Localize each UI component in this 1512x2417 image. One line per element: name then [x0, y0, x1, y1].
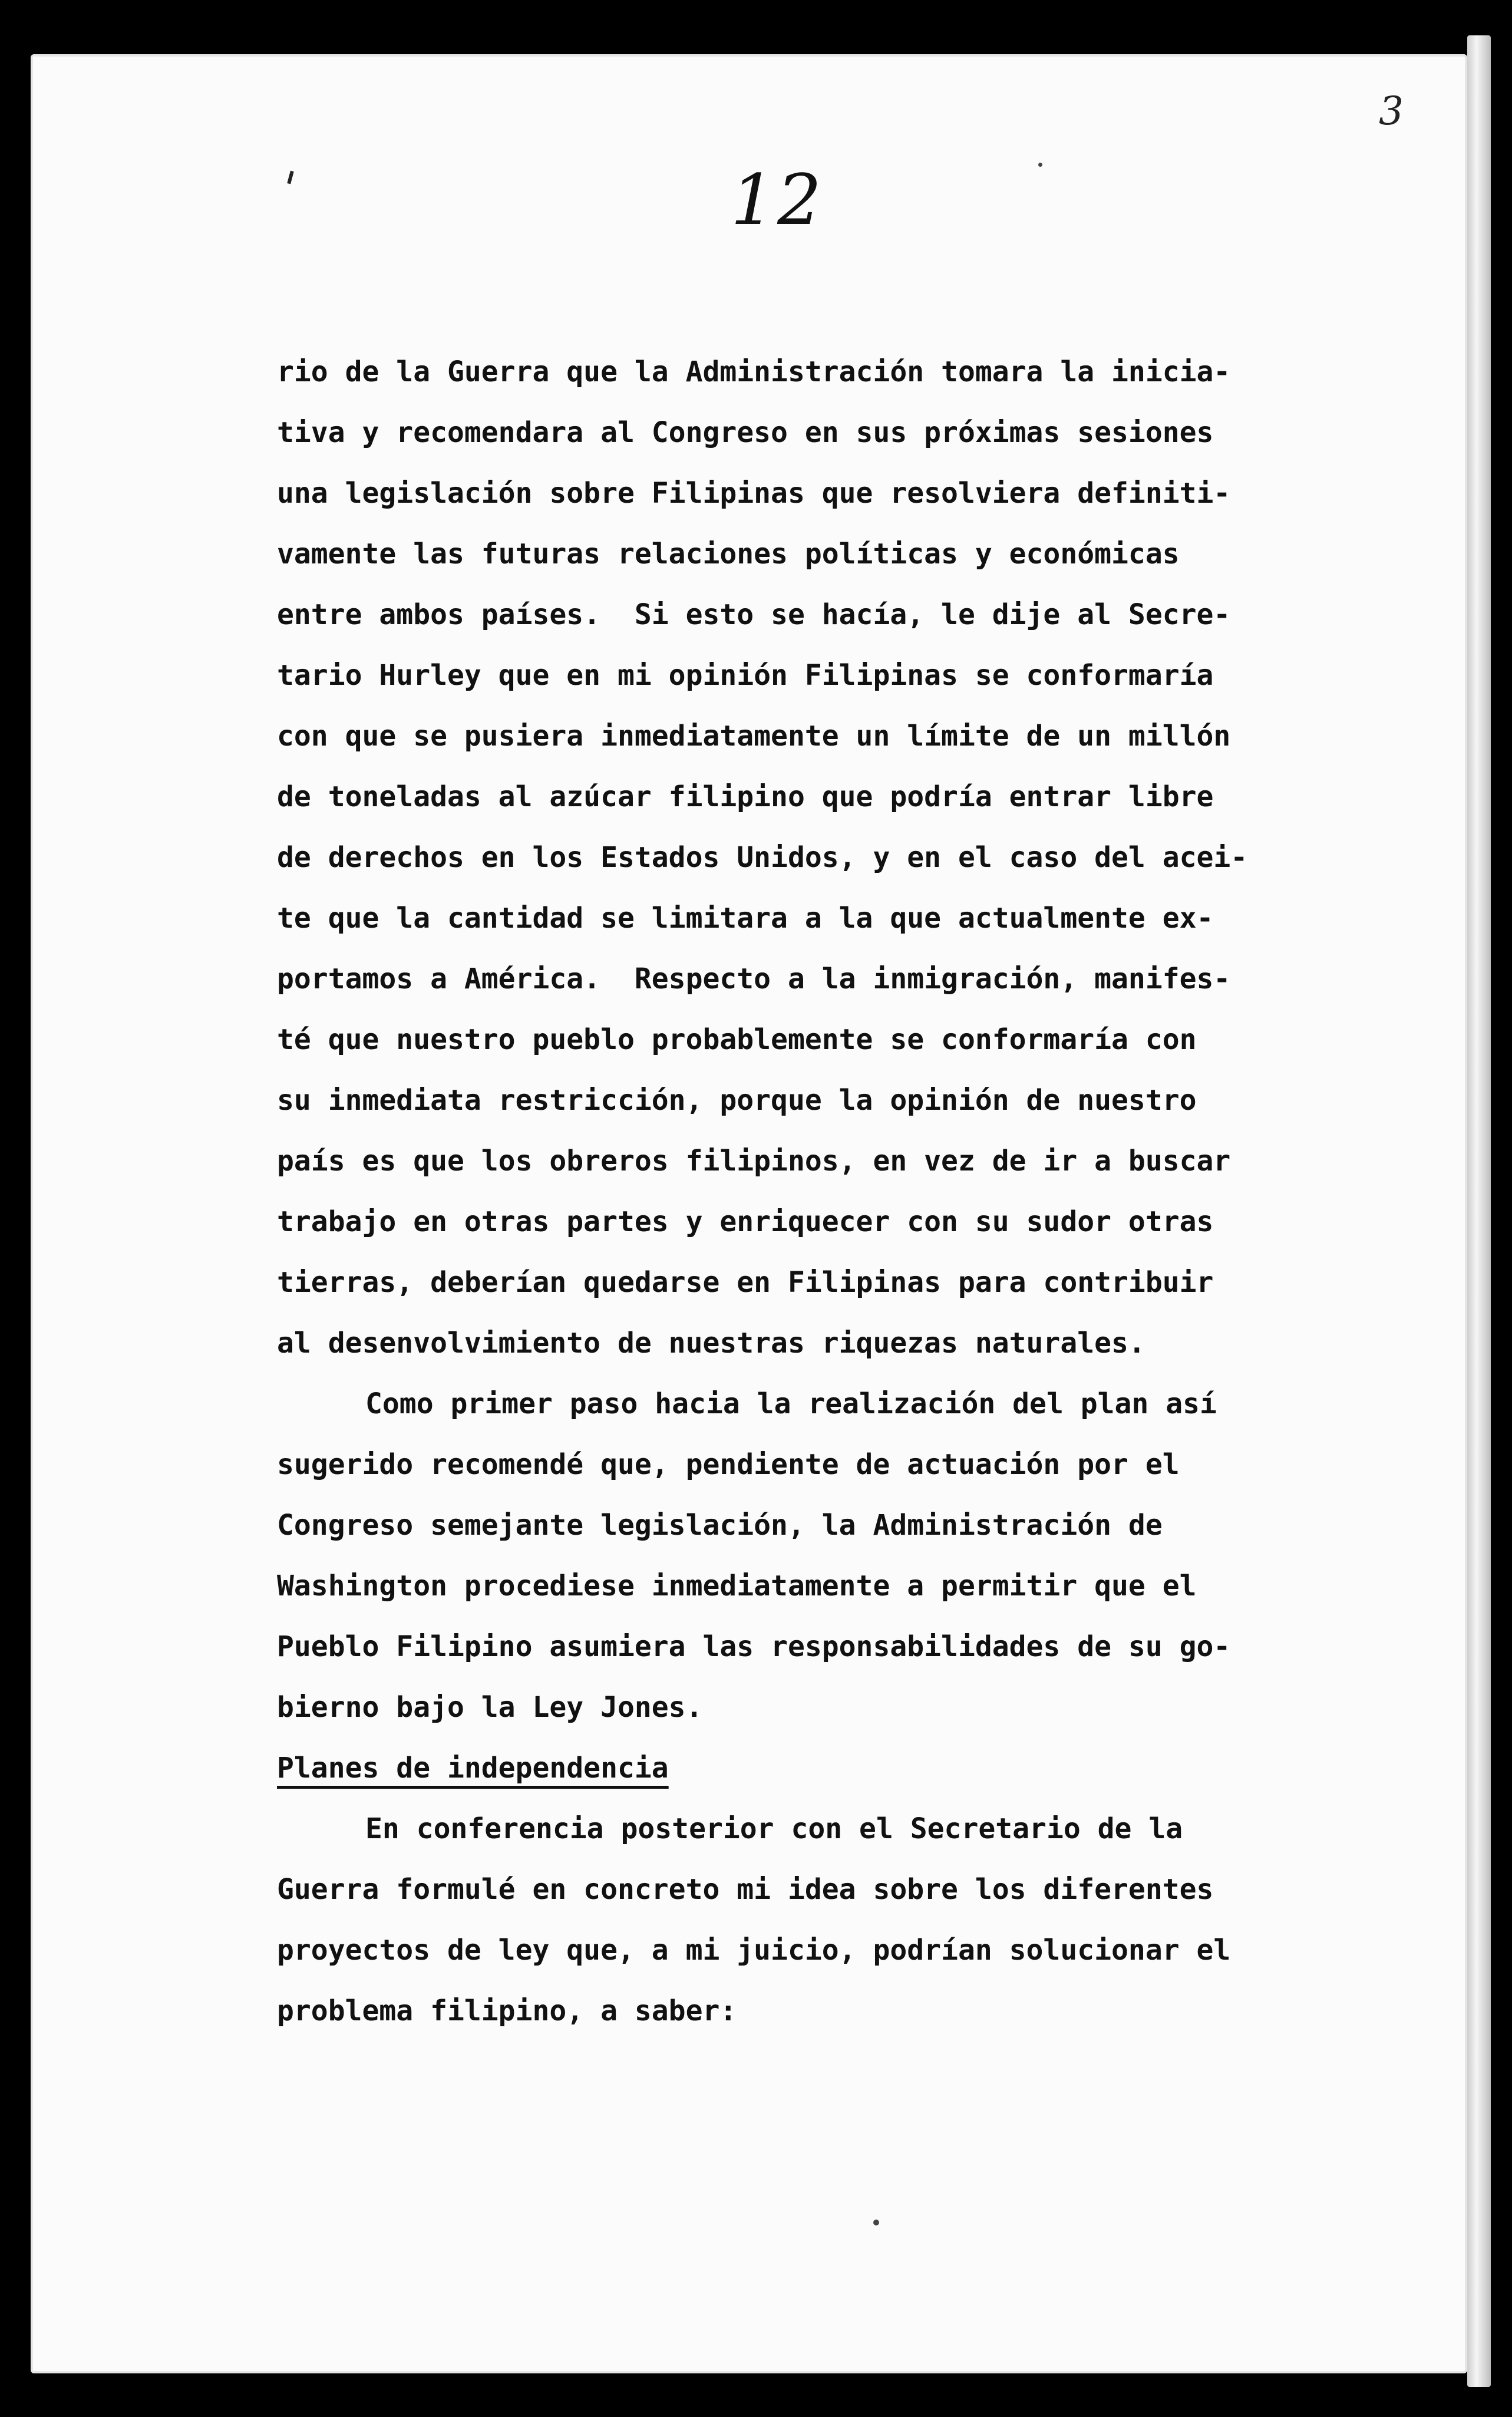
text-line: Pueblo Filipino asumiera las responsabilidades de su go-: [277, 1630, 1231, 1663]
text-line: te que la cantidad se limitara a la que actualmente ex-: [277, 902, 1214, 935]
stray-mark: [873, 2220, 879, 2225]
text-line: proyectos de ley que, a mi juicio, podrían solucionar el: [277, 1934, 1231, 1967]
text-line: de toneladas al azúcar filipino que podría entrar libre: [277, 780, 1214, 813]
text-line: Congreso semejante legislación, la Administración de: [277, 1509, 1163, 1542]
text-line: país es que los obreros filipinos, en vez de ir a buscar: [277, 1145, 1231, 1178]
corner-page-number: 3: [1379, 88, 1404, 134]
text-line: al desenvolvimiento de nuestras riquezas naturales.: [277, 1327, 1145, 1360]
text-line: sugerido recomendé que, pendiente de actuación por el: [277, 1448, 1180, 1481]
stray-mark: [1038, 163, 1042, 167]
text-line: una legislación sobre Filipinas que resolviera definiti-: [277, 477, 1231, 510]
text-line: tierras, deberían quedarse en Filipinas para contribuir: [277, 1266, 1214, 1299]
text-line: entre ambos países. Si esto se hacía, le dije al Secre-: [277, 598, 1231, 631]
text-line: Guerra formulé en concreto mi idea sobre los diferentes: [277, 1873, 1214, 1906]
text-line: de derechos en los Estados Unidos, y en el caso del acei-: [277, 841, 1248, 874]
text-line: té que nuestro pueblo probablemente se conformaría con: [277, 1023, 1197, 1056]
text-line: rio de la Guerra que la Administración tomara la inicia-: [277, 355, 1231, 388]
text-line: problema filipino, a saber:: [277, 1994, 737, 2027]
page-edge: [1467, 35, 1491, 2387]
text-line: su inmediata restricción, porque la opinión de nuestro: [277, 1084, 1197, 1117]
text-line: con que se pusiera inmediatamente un límite de un millón: [277, 720, 1231, 753]
text-line: tiva y recomendara al Congreso en sus próximas sesiones: [277, 416, 1214, 449]
section-heading: Planes de independencia: [277, 1752, 669, 1785]
text-line: vamente las futuras relaciones políticas y económicas: [277, 538, 1180, 571]
text-line: portamos a América. Respecto a la inmigración, manifes-: [277, 962, 1231, 995]
text-line: Washington procediese inmediatamente a permitir que el: [277, 1569, 1197, 1602]
body-text: [277, 342, 1302, 2042]
handwritten-page-number: 12: [731, 159, 824, 240]
paragraph-start-line: Como primer paso hacia la realización del plan así: [365, 1387, 1217, 1420]
text-line: tario Hurley que en mi opinión Filipinas se conformaría: [277, 659, 1214, 692]
text-line: trabajo en otras partes y enriquecer con su sudor otras: [277, 1205, 1214, 1238]
text-line: bierno bajo la Ley Jones.: [277, 1691, 703, 1724]
paragraph-start-line: En conferencia posterior con el Secretario de la: [365, 1812, 1183, 1845]
